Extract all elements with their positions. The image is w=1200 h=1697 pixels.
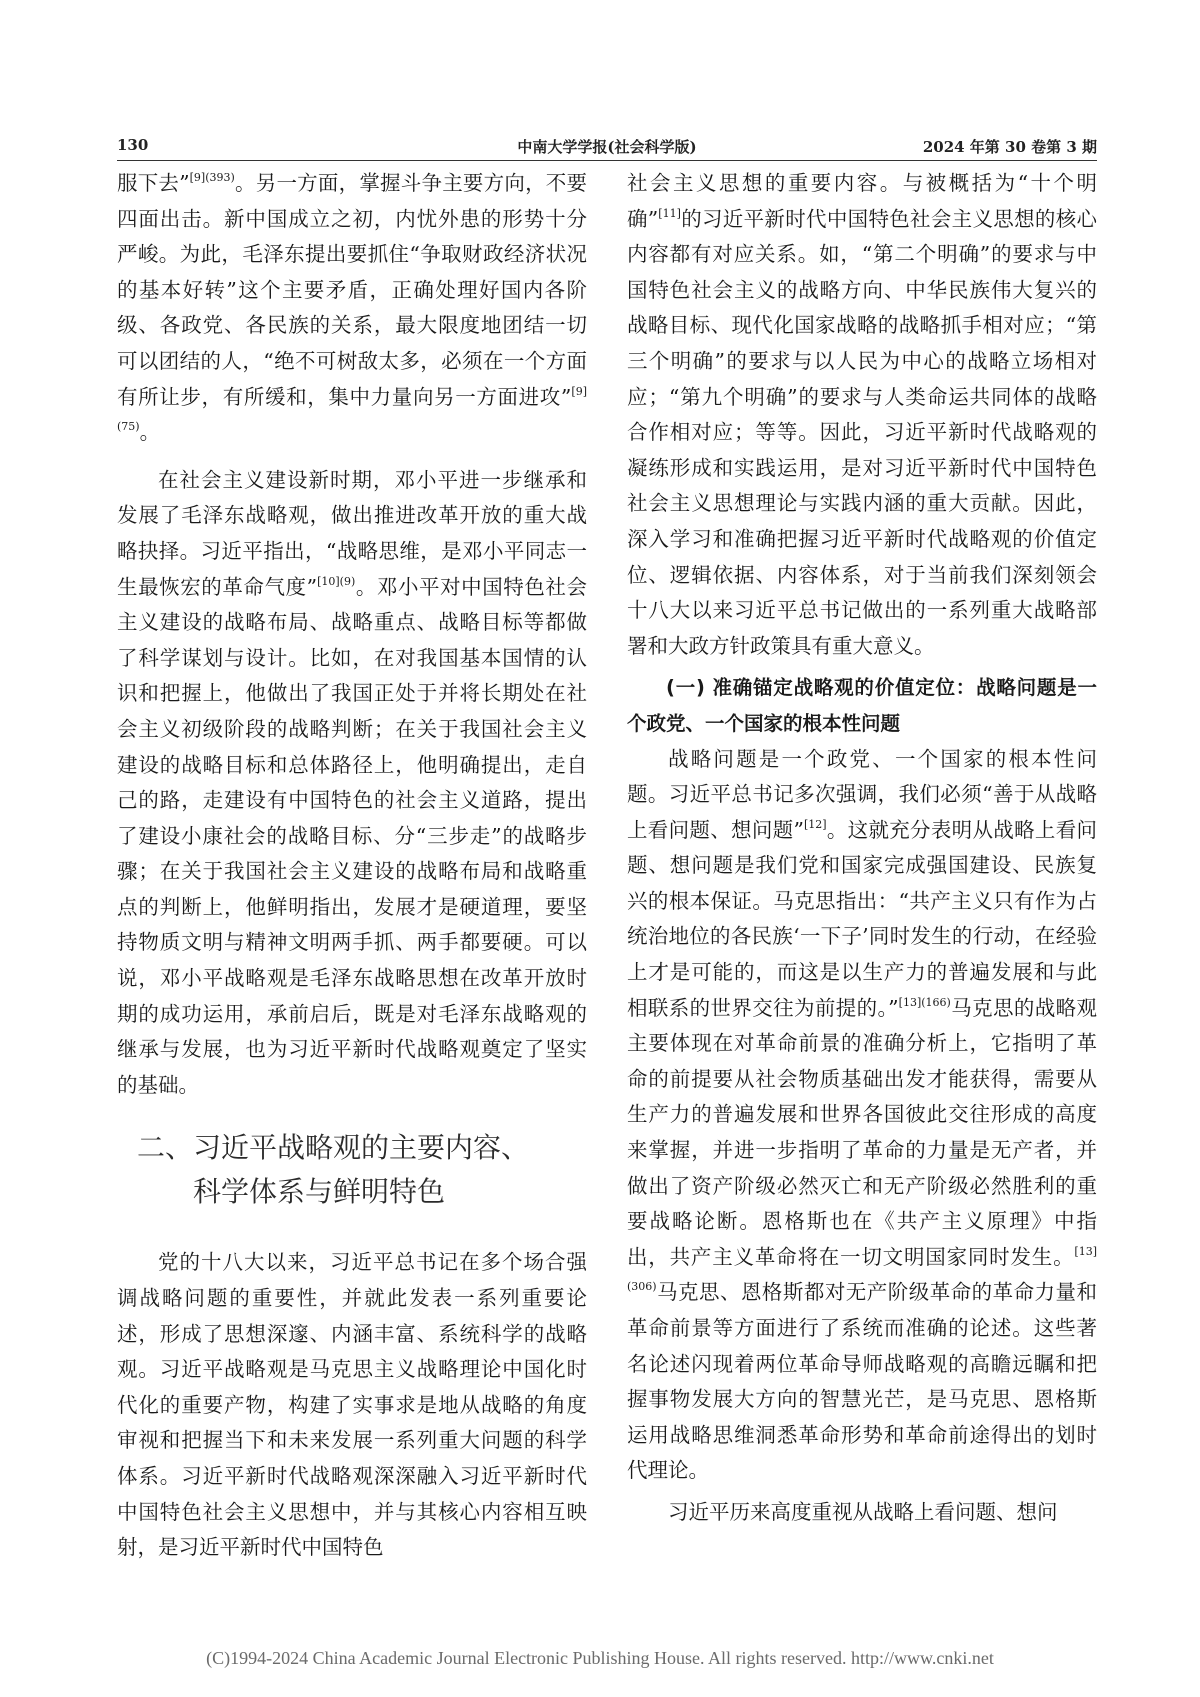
text-run: 。另一方面，掌握斗争主要方向，不要四面出击。新中国成立之初，内忧外患的形势十分严峻。为此，毛泽东提出要抓住“争取财政经济状况的基本好转”这个主要矛盾，正确处理好国内各阶级、各政党、各民族的关系，最大限度地团结一切可以团结的人，“绝不可树敌太多，必须在一个方面有所让步，有所缓和，集中力量向另一方面进攻”	[117, 171, 588, 409]
paragraph	[117, 463, 587, 1104]
text-run: 社会主义思想的重要内容。与被概括为“十个明确”	[627, 171, 1097, 231]
text-run: 战略问题是一个政党、一个国家的根本性问题。习近平总书记多次强调，我们必须“善于从战略上看问题、想问题”	[627, 746, 1097, 842]
section-heading	[117, 1126, 587, 1214]
left-column	[117, 166, 587, 1566]
right-column	[627, 166, 1097, 1531]
section-heading-line-2: 科学体系与鲜明特色	[193, 1175, 446, 1209]
text-run: 马克思的战略观主要体现在对革命前景的准确分析上，它指明了革命的前提要从社会物质基础出发才能获得，需要从生产力的普遍发展和世界各国彼此交往形成的高度来掌握，并进一步指明了革命的力量是无产者，并做出了资产阶级必然灭亡和无产阶级必然胜利的重要战略论断。恩格斯也在《共产主义原理》中指出，共产主义革命将在一切文明国家同时发生。	[627, 995, 1098, 1269]
text-run: 马克思、恩格斯都对无产阶级革命的革命力量和革命前景等方面进行了系统而准确的论述。这些著名论述闪现着两位革命导师战略观的高瞻远瞩和把握事物发展大方向的智慧光芒，是马克思、恩格斯运用战略思维洞悉革命形势和革命前途得出的划时代理论。	[627, 1280, 1097, 1483]
citation: [12]	[803, 817, 827, 831]
paragraph	[117, 166, 587, 451]
text-run: 。	[139, 420, 161, 445]
paragraph: 党的十八大以来，习近平总书记在多个场合强调战略问题的重要性，并就此发表一系列重要论述，形成了思想深邃、内涵丰富、系统科学的战略观。习近平战略观是马克思主义战略理论中国化时代化的重要产物，构建了实事求是地从战略的角度审视和把握当下和未来发展一系列重大问题的科学体系。习近平新时代战略观深深融入习近平新时代中国特色社会主义思想中，并与其核心内容相互映射，是习近平新时代中国特色	[117, 1250, 587, 1560]
paragraph	[627, 742, 1097, 1489]
paragraph	[627, 166, 1097, 664]
page-number: 130	[117, 136, 149, 154]
citation: [13](166)	[898, 995, 951, 1009]
citation: [10](9)	[317, 574, 356, 588]
citation: [11]	[658, 206, 681, 220]
section-heading-line-1: 二、习近平战略观的主要内容、	[137, 1131, 530, 1165]
issue-info: 2024 年第 30 卷第 3 期	[922, 138, 1097, 156]
copyright-footer: (C)1994-2024 China Academic Journal Electronic Publishing House. All rights reserved. http://www.cnki.net	[206, 1648, 994, 1668]
citation: [9](75)	[117, 384, 587, 434]
text-run: 。邓小平对中国特色社会主义建设的战略布局、战略重点、战略目标等都做了科学谋划与设计。比如，在对我国基本国情的认识和把握上，他做出了我国正处于并将长期处在社会主义初级阶段的战略判断；在关于我国社会主义建设的战略目标和总体路径上，他明确提出，走自己的路，走建设有中国特色的社会主义道路，提出了建设小康社会的战略目标、分“三步走”的战略步骤；在关于我国社会主义建设的战略布局和战略重点的判断上，他鲜明指出，发展才是硬道理，要坚持物质文明与精神文明两手抓、两手都要硬。可以说，邓小平战略观是毛泽东战略思想在改革开放时期的成功运用，承前启后，既是对毛泽东战略观的继承与发展，也为习近平新时代战略观奠定了坚实的基础。	[117, 574, 588, 1097]
text-run: 。这就充分表明从战略上看问题、想问题是我们党和国家完成强国建设、民族复兴的根本保证。马克思指出：“共产主义只有作为占统治地位的各民族‘一下子’同时发生的行动，在经验上才是可能的，而这是以生产力的普遍发展和与此相联系的世界交往为前提的。”	[627, 817, 1098, 1020]
text-run: 服下去”	[117, 171, 190, 195]
text-run: 的习近平新时代中国特色社会主义思想的核心内容都有对应关系。如，“第二个明确”的要求与中国特色社会主义的战略方向、中华民族伟大复兴的战略目标、现代化国家战略的战略抓手相对应；“第三个明确”的要求与以人民为中心的战略立场相对应；“第九个明确”的要求与人类命运共同体的战略合作相对应；等等。因此，习近平新时代战略观的凝练形成和实践运用，是对习近平新时代中国特色社会主义思想理论与实践内涵的重大贡献。因此，深入学习和准确把握习近平新时代战略观的价值定位、逻辑依据、内容体系，对于当前我们深刻领会十八大以来习近平总书记做出的一系列重大战略部署和大政方针政策具有重大意义。	[627, 206, 1098, 658]
citation: [13](306)	[627, 1244, 1097, 1294]
citation: [9](393)	[189, 171, 235, 184]
subsection-heading: (一) 准确锚定战略观的价值定位：战略问题是一个政党、一个国家的根本性问题	[627, 676, 1097, 735]
text-run: 在社会主义建设新时期，邓小平进一步继承和发展了毛泽东战略观，做出推进改革开放的重大战略抉择。习近平指出，“战略思维，是邓小平同志一生最恢宏的革命气度”	[117, 467, 587, 599]
header-rule	[117, 160, 1097, 161]
running-header	[117, 136, 1097, 158]
journal-title: 中南大学学报(社会科学版)	[517, 138, 697, 156]
paragraph: 习近平历来高度重视从战略上看问题、想问	[668, 1499, 1058, 1524]
